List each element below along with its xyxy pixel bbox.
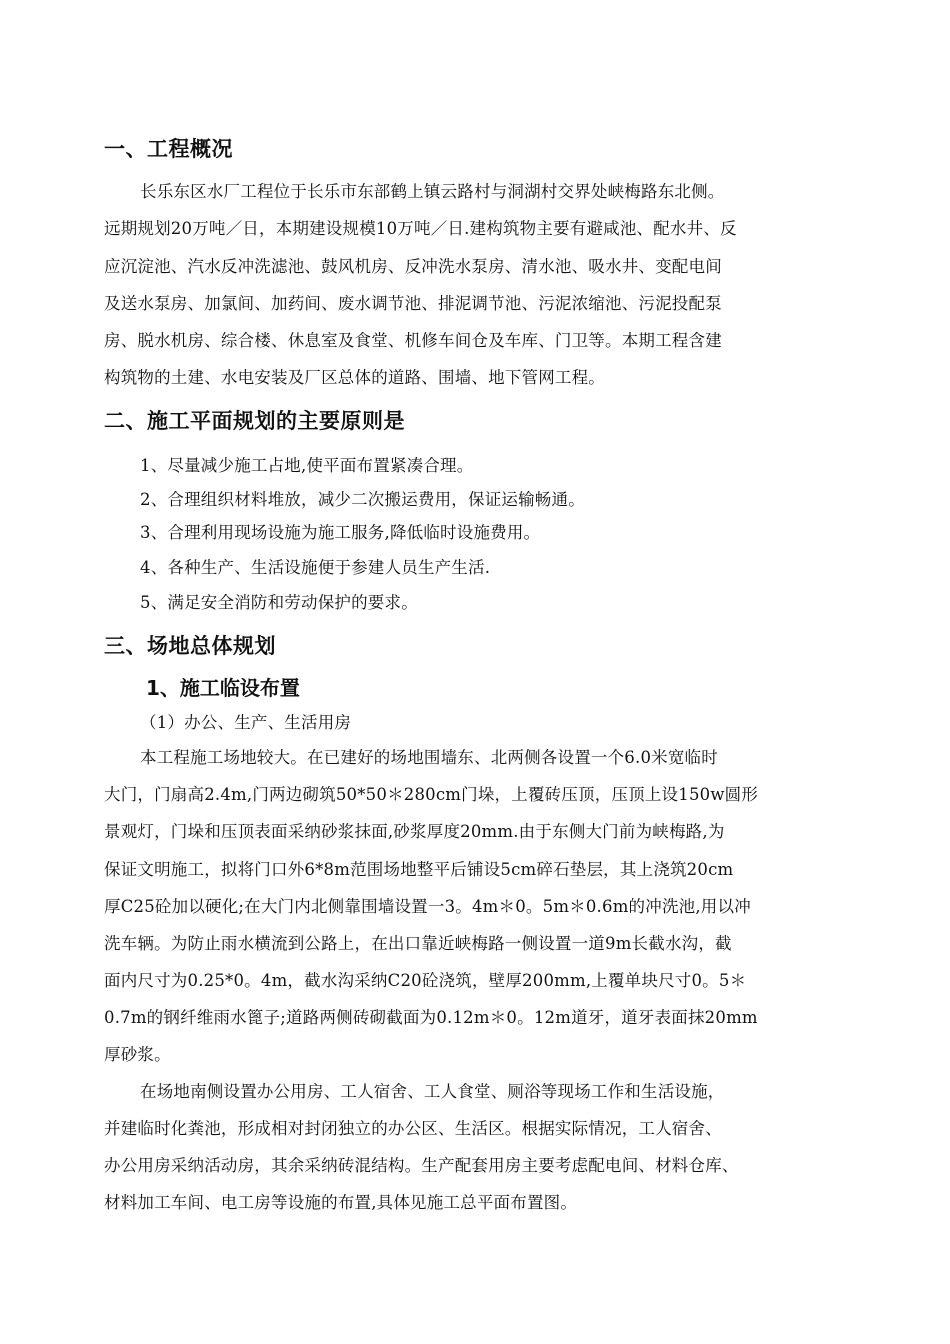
list-item: 3、合理利用现场设施为施工服务,降低临时设施费用。 bbox=[140, 523, 541, 542]
sub-subsection-heading: （1）办公、生产、生活用房 bbox=[140, 713, 352, 732]
paragraph-line: 办公用房采纳活动房，其余采纳砖混结构。生产配套用房主要考虑配电间、材料仓库、 bbox=[104, 1156, 739, 1175]
paragraph-line: 景观灯，门垛和压顶表面采纳砂浆抹面,砂浆厚度20mm.由于东侧大门前为峡梅路,为 bbox=[104, 822, 725, 841]
section-heading-3: 三、场地总体规划 bbox=[104, 634, 276, 658]
paragraph-line: 构筑物的土建、水电安装及厂区总体的道路、围墙、地下管网工程。 bbox=[104, 368, 605, 387]
list-item: 1、尽量减少施工占地,使平面布置紧凑合理。 bbox=[140, 456, 474, 475]
paragraph-line: 房、脱水机房、综合楼、休息室及食堂、机修车间仓及车库、门卫等。本期工程含建 bbox=[104, 331, 722, 350]
list-item: 5、满足安全消防和劳动保护的要求。 bbox=[140, 593, 418, 612]
paragraph-line: 0.7m的钢纤维雨水篦子;道路两侧砖砌截面为0.12m＊0。12m道牙，道牙表面抹20mm bbox=[104, 1008, 758, 1027]
paragraph-line: 并建临时化粪池，形成相对封闭独立的办公区、生活区。根据实际情况，工人宿舍、 bbox=[104, 1119, 722, 1138]
paragraph-line: 及送水泵房、加氯间、加药间、废水调节池、排泥调节池、污泥浓缩池、污泥投配泵 bbox=[104, 294, 722, 313]
paragraph-line: 保证文明施工，拟将门口外6*8m范围场地整平后铺设5cm碎石垫层，其上浇筑20cm bbox=[104, 860, 734, 879]
paragraph-line: 面内尺寸为0.25*0。4m，截水沟采纳C20砼浇筑，壁厚200mm,上覆单块尺寸0。5＊ bbox=[104, 971, 747, 990]
section-heading-2: 二、施工平面规划的主要原则是 bbox=[104, 409, 405, 433]
paragraph-line: 应沉淀池、汽水反冲洗滤池、鼓风机房、反冲洗水泵房、清水池、吸水井、变配电间 bbox=[104, 257, 722, 276]
paragraph-line: 远期规划20万吨／日，本期建设规模10万吨／日.建构筑物主要有避咸池、配水井、反 bbox=[104, 219, 737, 238]
subsection-heading: 1、施工临设布置 bbox=[146, 676, 300, 700]
paragraph-line: 在场地南侧设置办公用房、工人宿舍、工人食堂、厕浴等现场工作和生活设施， bbox=[140, 1082, 725, 1101]
list-item: 4、各种生产、生活设施便于参建人员生产生活. bbox=[140, 558, 491, 577]
paragraph-line: 厚C25砼加以硬化;在大门内北侧靠围墙设置一3。4m＊0。5m＊0.6m的冲洗池,用以冲 bbox=[104, 897, 751, 916]
paragraph-line: 洗车辆。为防止雨水横流到公路上，在出口靠近峡梅路一侧设置一道9m长截水沟，截 bbox=[104, 934, 732, 953]
paragraph-line: 长乐东区水厂工程位于长乐市东部鹤上镇云路村与洞湖村交界处峡梅路东北侧。 bbox=[140, 182, 725, 201]
paragraph-line: 大门，门扇高2.4m,门两边砌筑50*50＊280cm门垛，上覆砖压顶，压顶上设150w圆形 bbox=[104, 785, 759, 804]
section-heading-1: 一、工程概况 bbox=[104, 137, 233, 161]
paragraph-line: 厚砂浆。 bbox=[104, 1045, 171, 1064]
paragraph-line: 本工程施工场地较大。在已建好的场地围墙东、北两侧各设置一个6.0米宽临时 bbox=[140, 748, 718, 767]
paragraph-line: 材料加工车间、电工房等设施的布置,具体见施工总平面布置图。 bbox=[104, 1193, 578, 1212]
list-item: 2、合理组织材料堆放，减少二次搬运费用，保证运输畅通。 bbox=[140, 490, 585, 509]
